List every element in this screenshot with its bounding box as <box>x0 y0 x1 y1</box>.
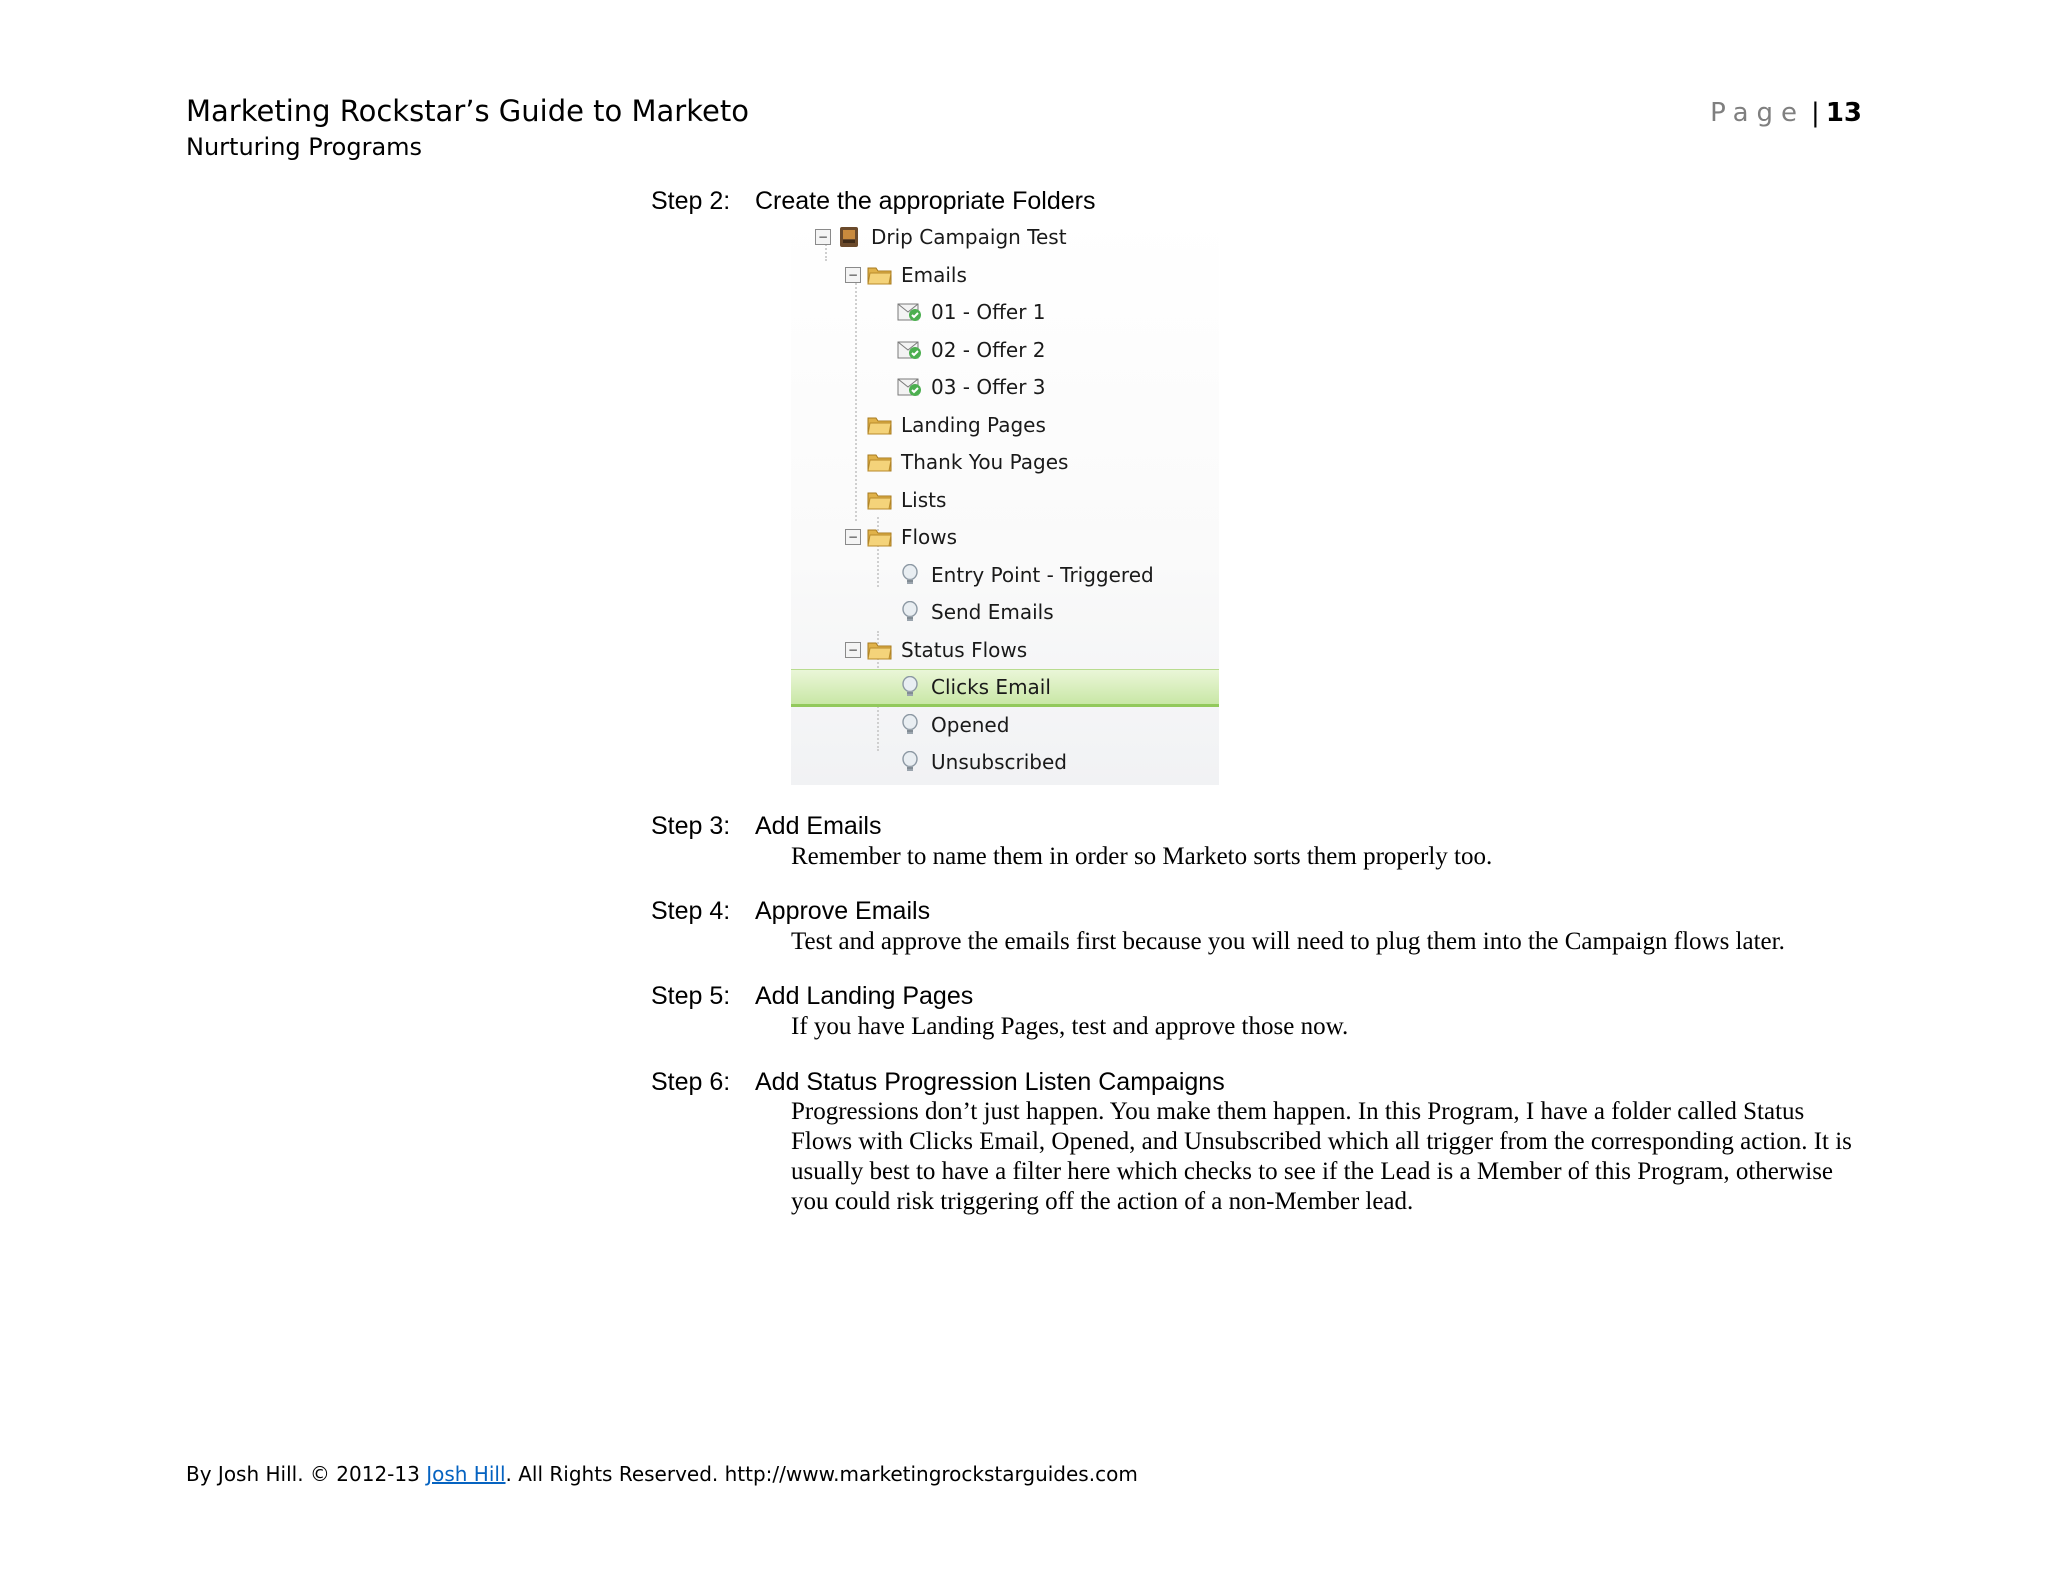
folder-icon <box>867 489 893 511</box>
tree-item[interactable] <box>791 669 1219 707</box>
step-title: Add Emails <box>755 812 882 840</box>
step-title: Add Status Progression Listen Campaigns <box>755 1068 1225 1096</box>
step-6-heading <box>651 1068 1225 1097</box>
tree-item-label: Thank You Pages <box>901 450 1069 474</box>
tree-item[interactable] <box>845 632 1027 668</box>
tree-item-label: Landing Pages <box>901 412 1046 437</box>
folder-tree-screenshot <box>791 215 1219 785</box>
section-subtitle: Nurturing Programs <box>186 133 423 161</box>
tree-item[interactable] <box>845 257 967 293</box>
document-title: Marketing Rockstar’s Guide to Marketo <box>186 94 749 128</box>
page-separator: | <box>1811 98 1820 128</box>
lightbulb-icon <box>897 714 923 736</box>
tree-item-label: 01 - Offer 1 <box>931 300 1046 324</box>
tree-item-label: Drip Campaign Test <box>871 225 1067 249</box>
tree-item[interactable] <box>867 444 1068 480</box>
tree-item-label: Opened <box>931 712 1010 737</box>
footer-suffix: . All Rights Reserved. http://www.marketingrockstarguides.com <box>505 1462 1138 1486</box>
step-6-description: Progressions don’t just happen. You make them happen. In this Program, I have a folder called Status Flows with Clicks Email, Opened, and Unsubscribed which all trigger from the corresponding action. It is usually best to have a filter here which checks to see if the Lead is a Member of this Program, otherwise you could risk triggering off the action of a non-Member lead. <box>791 1098 1852 1215</box>
step-4-description: Test and approve the emails first because you will need to plug them into the Campaign flows later. <box>791 928 1785 955</box>
author-link[interactable]: Josh Hill <box>426 1462 506 1486</box>
email-icon <box>897 376 923 398</box>
tree-item-label: Clicks Email <box>931 675 1051 699</box>
tree-item-label: Lists <box>901 487 947 512</box>
step-5-heading <box>651 982 973 1011</box>
page-word: Page <box>1710 98 1806 128</box>
lightbulb-icon <box>897 601 923 623</box>
tree-item-label: Entry Point - Triggered <box>931 562 1154 587</box>
email-icon <box>897 339 923 361</box>
folder-icon <box>867 526 893 548</box>
lightbulb-icon <box>897 751 923 773</box>
tree-item[interactable] <box>897 744 1067 780</box>
page-number: 13 <box>1825 98 1862 128</box>
step-label: Step 4: <box>651 897 731 925</box>
step-2-heading <box>651 187 1095 216</box>
tree-item[interactable] <box>897 557 1154 593</box>
collapse-toggle-icon[interactable]: − <box>845 529 861 545</box>
folder-icon <box>867 264 893 286</box>
tree-item-label: Emails <box>901 262 967 287</box>
tree-item-label: Unsubscribed <box>931 750 1067 774</box>
step-title: Create the appropriate Folders <box>755 187 1096 215</box>
program-icon <box>837 226 863 248</box>
tree-item[interactable] <box>897 707 1009 743</box>
tree-item[interactable] <box>897 369 1046 405</box>
tree-item[interactable] <box>897 332 1046 368</box>
collapse-toggle-icon[interactable]: − <box>845 267 861 283</box>
page-number-label <box>1710 98 1862 128</box>
step-label: Step 2: <box>651 187 731 215</box>
tree-item[interactable] <box>845 519 957 555</box>
tree-item-label: Status Flows <box>901 637 1028 662</box>
collapse-toggle-icon[interactable]: − <box>815 229 831 245</box>
step-label: Step 5: <box>651 982 731 1010</box>
folder-icon <box>867 451 893 473</box>
tree-item[interactable] <box>897 594 1054 630</box>
step-title: Add Landing Pages <box>755 982 974 1010</box>
lightbulb-icon <box>897 564 923 586</box>
lightbulb-icon <box>897 676 923 698</box>
step-title: Approve Emails <box>755 897 931 925</box>
footer-prefix: By Josh Hill. © 2012-13 <box>186 1462 427 1486</box>
step-label: Step 6: <box>651 1068 731 1096</box>
collapse-toggle-icon[interactable]: − <box>845 642 861 658</box>
tree-item-label: 03 - Offer 3 <box>931 375 1046 399</box>
tree-item[interactable] <box>897 294 1046 330</box>
step-3-description: Remember to name them in order so Marketo sorts them properly too. <box>791 843 1493 870</box>
step-4-heading <box>651 897 930 926</box>
folder-icon <box>867 414 893 436</box>
tree-item-label: 02 - Offer 2 <box>931 337 1046 362</box>
tree-item[interactable] <box>867 482 946 518</box>
tree-item-label: Send Emails <box>931 600 1054 624</box>
tree-item[interactable] <box>867 407 1046 443</box>
footer <box>186 1462 1138 1486</box>
folder-icon <box>867 639 893 661</box>
step-label: Step 3: <box>651 812 731 840</box>
email-icon <box>897 301 923 323</box>
step-5-description: If you have Landing Pages, test and approve those now. <box>791 1013 1349 1040</box>
step-3-heading <box>651 812 881 841</box>
tree-item-label: Flows <box>901 525 958 549</box>
tree-item[interactable] <box>815 219 1067 255</box>
